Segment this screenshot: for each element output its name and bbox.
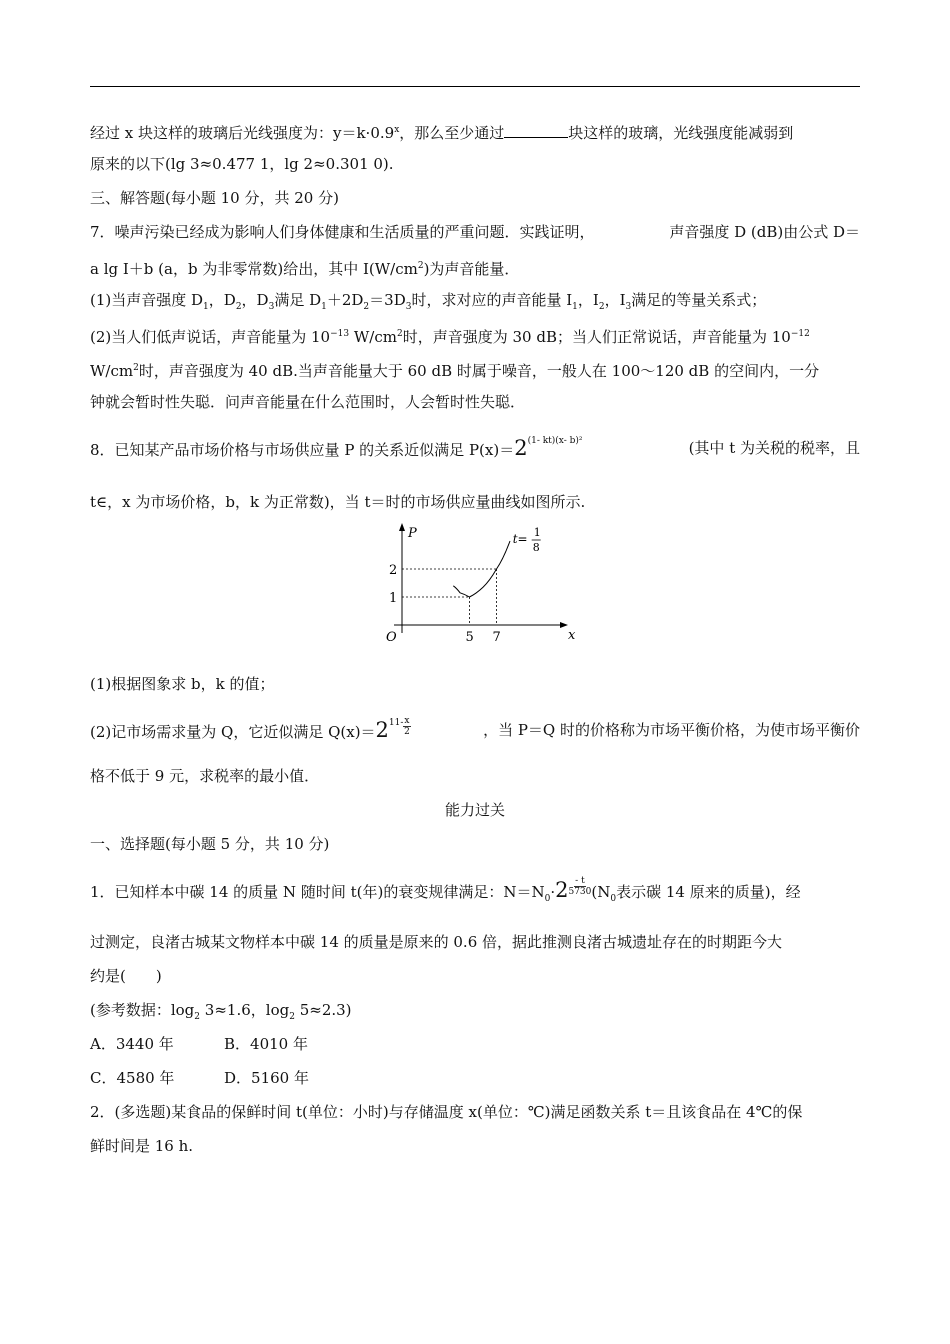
q1-ref-s2: 2 (289, 1012, 295, 1022)
q7-p2sup3: −12 (790, 329, 810, 339)
q1-reference (90, 993, 860, 1027)
q7-p2l2a: W/cm (90, 362, 134, 380)
q1-ref-c: 5≈2.3) (294, 1001, 352, 1019)
p1-text-a: 经过 x 块这样的玻璃后光线强度为：y＝k·0.9 (90, 124, 395, 142)
q7-p1s5: 2 (363, 302, 370, 312)
document-page (90, 113, 860, 1163)
q8-q-exp-pre: 11- (388, 718, 404, 728)
q7-part2-line1 (90, 317, 860, 351)
option-b[interactable]: B．4010 年 (224, 1035, 308, 1053)
q8-p2b: ，当 P＝Q 时的价格称为市场平衡价格，为使市场平衡价 (483, 721, 860, 739)
q7-p1s8: 2 (598, 302, 605, 312)
q1-frac-num: - t (575, 876, 585, 886)
p1-text-b: ，那么至少通过 (399, 124, 505, 142)
q7-p1a: (1)当声音强度 D (90, 291, 204, 309)
q1-dot: · (550, 883, 556, 901)
curve-label-num: 1 (533, 526, 541, 539)
q7-part1 (90, 283, 860, 317)
q7-p1i: ，I (604, 291, 626, 309)
q1-ref-s1: 2 (194, 1012, 201, 1022)
y-tick-label-0: 1 (389, 591, 398, 606)
q2-line2: 鲜时间是 16 h. (90, 1137, 194, 1155)
q1-l1a: 1．已知样本中碳 14 的质量 N 随时间 t(年)的衰变规律满足：N＝N (90, 883, 545, 901)
y-axis-arrow (399, 523, 405, 531)
q7-p1e: ＋2D (326, 291, 364, 309)
q7-line2 (90, 249, 860, 283)
q1-ref-b: 3≈1.6，log (200, 1001, 290, 1019)
q8-line2: t∈，x 为市场价格，b，k 为正常数)，当 t＝时的市场供应量曲线如图所示. (90, 493, 586, 511)
q8-part1: (1)根据图象求 b，k 的值； (90, 675, 275, 693)
q8-l1b: (其中 t 为关税的税率，且 (688, 439, 860, 457)
q1-base: 2 (555, 878, 569, 902)
q7-part2-line3: 钟就会暂时性失聪．问声音能量在什么范围时，人会暂时性失聪． (90, 393, 526, 411)
q1-l1c: (N (591, 883, 611, 901)
q7-l2sup: 2 (417, 261, 424, 271)
q1-ref-a: (参考数据：log (90, 1001, 195, 1019)
q7-p2sup1: −13 (330, 329, 350, 339)
y-axis-label: P (408, 526, 417, 541)
header-rule (90, 86, 860, 87)
q1-sub0: 0 (544, 894, 551, 904)
q7-p1b: ，D (208, 291, 236, 309)
q7-p1s3: 3 (268, 302, 275, 312)
q8-base: 2 (514, 436, 528, 460)
p1-text-c: 块这样的玻璃，光线强度能减弱到 (568, 124, 794, 142)
p1-line1 (90, 113, 860, 147)
q8-l1a: 8．已知某产品市场价格与市场供应量 P 的关系近似满足 P(x)＝ (90, 441, 515, 459)
supply-curve (453, 541, 510, 597)
q2-line1: 2．(多选题)某食品的保鲜时间 t(单位：小时)与存储温度 x(单位：℃)满足函数关系 t＝且该食品在 4℃的保 (90, 1103, 803, 1121)
option-d[interactable]: D．5160 年 (224, 1069, 309, 1087)
q7-part2-line2 (90, 351, 860, 385)
q8-q-frac-den: 2 (404, 727, 410, 737)
q7-p1s9: 3 (625, 302, 632, 312)
q7-p2b: W/cm (349, 328, 397, 346)
q7-p1c: ，D (241, 291, 269, 309)
q1-sub1: 0 (610, 894, 617, 904)
q1-line2: 过测定，良渚古城某文物样本中碳 14 的质量是原来的 0.6 倍，据此推测良渚古城遗址存在的时期距今大 (90, 933, 783, 951)
q7-l1a: 7．噪声污染已经成为影响人们身体健康和生活质量的严重问题．实践证明， (90, 223, 595, 241)
answer-blank[interactable] (504, 123, 568, 138)
option-c[interactable]: C．4580 年 (90, 1069, 175, 1087)
q7-p2l2sup: 2 (133, 363, 139, 373)
origin-label: O (386, 630, 397, 645)
q8-power-expression (514, 419, 582, 482)
ability-heading: 能力过关 (444, 801, 505, 819)
q7-l1b: 声音强度 D (dB)由公式 D＝ (669, 223, 860, 241)
section-3-heading: 三、解答题(每小题 10 分，共 20 分) (90, 189, 339, 207)
q7-p2l2b: 时，声音强度为 40 dB.当声音能量大于 60 dB 时属于噪音，一般人在 100～120 dB 的空间内，一分 (138, 362, 820, 380)
x-tick-label-0: 5 (465, 630, 474, 645)
q8-q-frac-num: x (404, 716, 410, 726)
p1-line2: 原来的以下(lg 3≈0.477 1，lg 2≈0.301 0). (90, 155, 394, 173)
q7-line1 (90, 215, 860, 249)
q8-q-power (376, 701, 411, 764)
q8-q-fraction (403, 716, 410, 737)
option-a[interactable]: A．3440 年 (90, 1035, 174, 1053)
q7-p2sup2: 2 (396, 329, 403, 339)
x-axis-arrow (560, 622, 568, 628)
q7-l2b: )为声音能量． (423, 260, 520, 278)
q8-q-base: 2 (375, 718, 389, 742)
x-axis-label: x (568, 628, 576, 643)
q7-p1d: 满足 D (274, 291, 322, 309)
curve-label: t= (512, 532, 528, 546)
p1-sup: x (394, 125, 400, 135)
x-tick-label-1: 7 (492, 630, 501, 645)
q1-power (555, 861, 591, 921)
q7-p1h: ，I (577, 291, 599, 309)
q7-p1g: 时，求对应的声音能量 I (411, 291, 573, 309)
supply-curve-chart (380, 525, 580, 653)
y-tick-label-1: 2 (389, 563, 398, 578)
q7-p2c: 时，声音强度为 30 dB；当人们正常说话，声音能量为 10 (402, 328, 791, 346)
q8-line1 (90, 419, 860, 477)
q8-exponent: (1- kt)(x- b)² (527, 436, 583, 446)
q7-p1s6: 3 (405, 302, 412, 312)
q7-l2a: a lg I＋b (a，b 为非零常数)给出，其中 I(W/cm (90, 260, 418, 278)
q1-options-cd (90, 1061, 860, 1095)
q7-p1j: 满足的等量关系式； (631, 291, 767, 309)
q1-line3: 约是( ) (90, 967, 162, 985)
q1-options-ab (90, 1027, 860, 1061)
q7-p1s7: 1 (572, 302, 578, 312)
q7-p1s2: 2 (235, 302, 242, 312)
q7-p2a: (2)当人们低声说话，声音能量为 10 (90, 328, 331, 346)
q7-p1s1: 1 (203, 302, 209, 312)
section-1-heading: 一、选择题(每小题 5 分，共 10 分) (90, 835, 330, 853)
q1-l1d: 表示碳 14 原来的质量)，经 (616, 883, 801, 901)
q7-p1s4: 1 (321, 302, 327, 312)
q8-part2-line2: 格不低于 9 元，求税率的最小值． (90, 767, 320, 785)
q8-p2a: (2)记市场需求量为 Q，它近似满足 Q(x)＝ (90, 723, 376, 741)
q7-p1f: ＝3D (369, 291, 406, 309)
q8-part2-line1 (90, 701, 860, 759)
q1-line1 (90, 861, 860, 919)
curve-label-den: 8 (532, 541, 540, 554)
q1-frac-den: 5730 (568, 887, 592, 897)
q1-fraction (568, 876, 591, 897)
